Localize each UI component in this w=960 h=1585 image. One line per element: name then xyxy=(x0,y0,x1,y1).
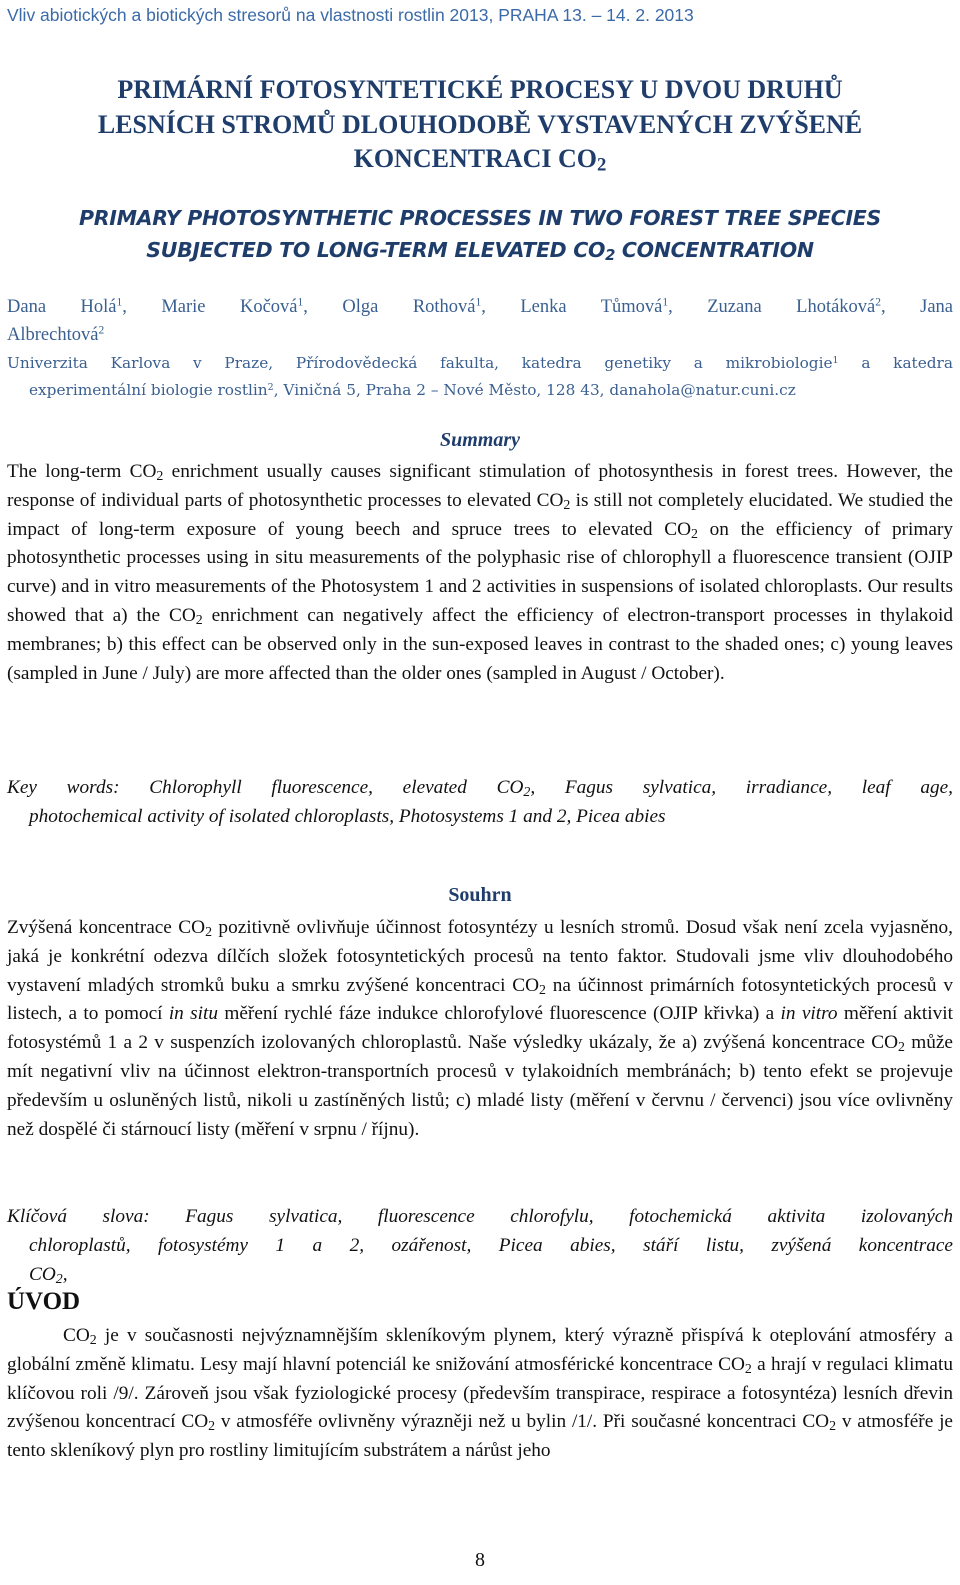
author-line: Albrechtová$^2$ xyxy=(7,324,105,345)
page-number: 8 xyxy=(475,1549,485,1571)
keywords-line: Key words: Chlorophyll fluorescence, elevated $CO_2$, Fagus sylvatica, irradiance, leaf age, xyxy=(7,777,953,800)
souhrn-paragraph: Zvýšená koncentrace $CO_2$ pozitivně ovlivňuje účinnost fotosyntézy u lesních stromů. Dosud však není zcela vyjasněno, jaká je konkrétní odezva dílčích složek fotosyntetických procesů na tento faktor. Studovali jsme vliv dlouhodobého vystavení mladých stromků buku a smrku zvýšené koncentraci $CO_2$ na účinnost primárních fotosyntetických procesů v listech, a to pomocí in situ měření rychlé fáze indukce chlorofylové fluorescence (OJIP křivka) a in vitro měření aktivit fotosystémů 1 a 2 v suspenzích izolovaných chloroplastů. Naše výsledky ukázaly, že a) zvýšená koncentrace $CO_2$ může mít negativní vliv na účinnost elektron-transportních procesů v tylakoidních membránách; b) tento efekt se projevuje především u osluněných listů, nikoli u zastíněných listů; c) mladé listy (měření v červnu / červenci) jsou více ovlivněny než dospělé či stárnoucí listy (měření v srpnu / říjnu). xyxy=(7,917,953,1140)
keywords-line: chloroplastů, fotosystémy 1 a 2, ozářenost, Picea abies, stáří listu, zvýšená koncentrace xyxy=(29,1234,953,1256)
title-cz-line: KONCENTRACI $CO_2$ xyxy=(353,144,607,176)
author-line: Dana Holá$^1$, Marie Kočová$^1$, Olga Rothová$^1$, Lenka Tůmová$^1$, Zuzana Lhotáková$^2$, Jana xyxy=(7,296,953,317)
affiliation-line: experimentální biologie rostlin$^2$, Viničná 5, Praha 2 – Nové Město, 128 43, danahola@natur.cuni.cz xyxy=(29,381,796,399)
summary-paragraph: The long-term $CO_2$ enrichment usually causes significant stimulation of photosynthesis in forest trees. However, the response of individual parts of photosynthetic processes to elevated $CO_2$ is still not completely elucidated. We studied the impact of long-term exposure of young beech and spruce trees to elevated $CO_2$ on the efficiency of primary photosynthetic processes using in situ measurements of the polyphasic rise of chlorophyll a fluorescence transient (OJIP curve) and in vitro measurements of the Photosystem 1 and 2 activities in suspensions of isolated chloroplasts. Our results showed that a) the $CO_2$ enrichment can negatively affect the efficiency of electron-transport processes in thylakoid membranes; b) this effect can be observed only in the sun-exposed leaves in contrast to the shaded ones; c) young leaves (sampled in June / July) are more affected than the older ones (sampled in August / October). xyxy=(7,461,953,684)
keywords-english xyxy=(7,774,953,832)
keywords-line: $CO_2$, xyxy=(29,1263,68,1287)
keywords-czech xyxy=(7,1203,953,1289)
title-cz-line: LESNÍCH STROMŮ DLOUHODOBĚ VYSTAVENÝCH ZVÝŠENÉ xyxy=(97,109,863,139)
uvod-heading: ÚVOD xyxy=(7,1288,81,1315)
title-en-line: PRIMARY PHOTOSYNTHETIC PROCESSES IN TWO FOREST TREE SPECIES xyxy=(79,206,881,230)
title-english xyxy=(7,202,953,266)
title-cz-line: PRIMÁRNÍ FOTOSYNTETICKÉ PROCESY U DVOU DRUHŮ xyxy=(117,75,843,104)
souhrn-heading: Souhrn xyxy=(448,884,512,906)
title-czech xyxy=(7,73,953,177)
affiliation-line: Univerzita Karlova v Praze, Přírodovědecká fakulta, katedra genetiky a mikrobiologie$^1$ a katedra xyxy=(7,354,953,372)
keywords-line: photochemical activity of isolated chloroplasts, Photosystems 1 and 2, Picea abies xyxy=(29,805,666,827)
affiliation xyxy=(7,350,953,404)
keywords-line: Klíčová slova: Fagus sylvatica, fluorescence chlorofylu, fotochemická aktivita izolovaných xyxy=(7,1206,953,1227)
author-list xyxy=(7,293,953,349)
running-header: Vliv abiotických a biotických stresorů na vlastnosti rostlin 2013, PRAHA 13. – 14. 2. 2013 xyxy=(7,5,694,25)
document-page xyxy=(7,0,953,1585)
uvod-paragraph: $CO_2$ je v současnosti nejvýznamnějším skleníkovým plynem, který výrazně přispívá k oteplování atmosféry a globální změně klimatu. Lesy mají hlavní potenciál ke snižování atmosférické koncentrace $CO_2$ a hrají v regulaci klimatu klíčovou roli /9/. Zároveň jsou však fyziologické procesy (především transpirace, respirace a fotosyntéza) lesních dřevin zvýšenou koncentrací $CO_2$ v atmosféře ovlivněny výrazněji než u bylin /1/. Při současné koncentraci $CO_2$ v atmosféře je tento skleníkový plyn pro rostliny limitujícím substrátem a nárůst jeho xyxy=(7,1325,953,1462)
title-en-line: SUBJECTED TO LONG-TERM ELEVATED $CO_2$ CONCENTRATION xyxy=(146,238,814,264)
summary-heading: Summary xyxy=(439,429,521,451)
